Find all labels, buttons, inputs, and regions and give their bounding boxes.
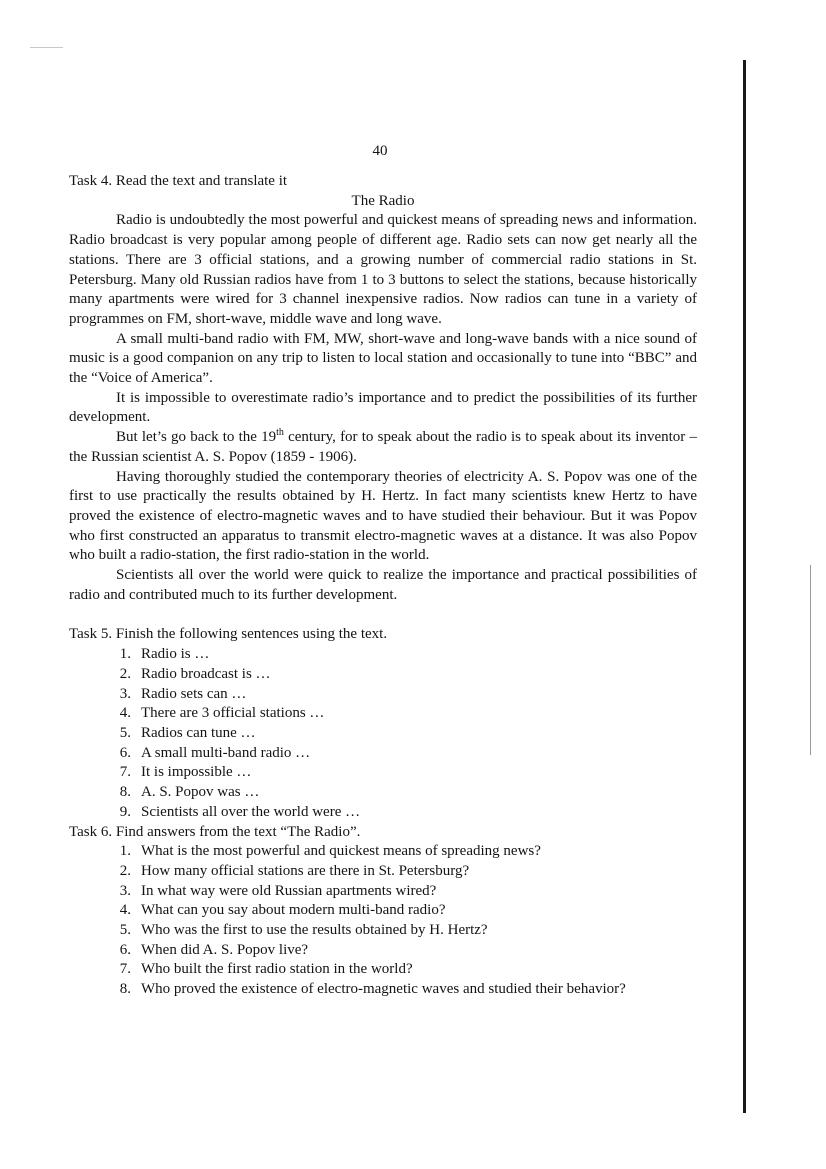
item-text: Radios can tune …: [141, 724, 256, 741]
item-text: Who proved the existence of electro-magnetic waves and studied their behavior?: [141, 981, 626, 998]
list-item: [69, 763, 697, 783]
item-number: 6.: [119, 941, 131, 958]
list-item: [69, 645, 697, 665]
scan-edge-line: [743, 60, 746, 1113]
item-text: Radio sets can …: [141, 685, 247, 702]
item-text: Who built the first radio station in the world?: [141, 961, 413, 978]
item-number: 3.: [119, 685, 131, 702]
article-title: The Radio: [351, 192, 415, 209]
list-item: [69, 980, 697, 1000]
paragraph: Having thoroughly studied the contemporary theories of electricity A. S. Popov was one of the first to use practically the results obtained by H. Hertz. In fact many scientists knew Hertz to have proved the existence of electro-magnetic waves and to have studied their behaviour. But it was Popov who first constructed an apparatus to transmit electro-magnetic waves at a distance. It was also Popov who built a radio-station, the first radio-station in the world.: [69, 468, 697, 564]
page-number: 40: [372, 143, 388, 159]
paragraph: Radio is undoubtedly the most powerful and quickest means of spreading news and information. Radio broadcast is very popular among people of different age. Radio sets can now get nearly all the stations. There are 3 official stations, and a growing number of commercial radio stations in St. Petersburg. Many old Russian radios have from 1 to 3 buttons to select the stations, because historically many apartments were wired for 3 channel inexpensive radios. Now radios can tune in a variety of programmes on FM, short-wave, middle wave and long wave.: [69, 212, 697, 327]
item-number: 6.: [119, 744, 131, 761]
item-text: It is impossible …: [141, 764, 252, 781]
list-item: [69, 685, 697, 705]
task5-list: [69, 645, 697, 822]
item-number: 9.: [119, 803, 131, 820]
item-text: There are 3 official stations …: [141, 705, 325, 722]
list-item: [69, 704, 697, 724]
item-text: In what way were old Russian apartments wired?: [141, 882, 437, 899]
item-text: What can you say about modern multi-band radio?: [141, 902, 446, 919]
item-number: 2.: [119, 862, 131, 879]
page-content: [69, 172, 697, 1000]
paragraph-text: century, for to speak about the radio is to speak about its inventor – the Russian scientist A. S. Popov (1859 - 1906).: [69, 429, 697, 465]
item-number: 2.: [119, 665, 131, 682]
paragraph: A small multi-band radio with FM, MW, short-wave and long-wave bands with a nice sound of music is a good companion on any trip to listen to local station and occasionally to tune into “BBC” and the “Voice of America”.: [69, 330, 697, 387]
item-text: How many official stations are there in St. Petersburg?: [141, 862, 470, 879]
item-text: A small multi-band radio …: [141, 744, 311, 761]
paragraph: Scientists all over the world were quick to realize the importance and practical possibilities of radio and contributed much to its further development.: [69, 567, 697, 603]
paragraph: It is impossible to overestimate radio’s importance and to predict the possibilities of its further development.: [69, 389, 697, 426]
item-number: 7.: [119, 961, 131, 978]
list-item: [69, 960, 697, 980]
item-text: Who was the first to use the results obtained by H. Hertz?: [141, 922, 488, 939]
item-text: What is the most powerful and quickest means of spreading news?: [141, 843, 541, 860]
item-number: 3.: [119, 882, 131, 899]
paragraph-text: But let’s go back to the 19: [116, 429, 277, 446]
item-number: 1.: [119, 843, 131, 860]
item-number: 7.: [119, 764, 131, 781]
item-number: 1.: [119, 646, 131, 663]
item-number: 8.: [119, 981, 131, 998]
ordinal-suffix: th: [276, 427, 284, 439]
item-number: 4.: [119, 902, 131, 919]
item-number: 5.: [119, 922, 131, 939]
list-item: [69, 941, 697, 961]
item-number: 8.: [119, 784, 131, 801]
item-text: Scientists all over the world were …: [141, 803, 361, 820]
task6-list: [69, 842, 697, 1000]
task4-heading: Task 4. Read the text and translate it: [69, 173, 288, 189]
paragraph: [69, 428, 697, 467]
list-item: [69, 901, 697, 921]
list-item: [69, 665, 697, 685]
item-text: Radio broadcast is …: [141, 665, 271, 682]
list-item: [69, 744, 697, 764]
item-text: Radio is …: [141, 646, 210, 663]
item-text: When did A. S. Popov live?: [141, 941, 309, 958]
item-number: 5.: [119, 724, 131, 741]
list-item: [69, 921, 697, 941]
list-item: [69, 862, 697, 882]
list-item: [69, 724, 697, 744]
list-item: [69, 842, 697, 862]
scan-edge-line-faint: [810, 565, 811, 755]
task5-heading: Task 5. Finish the following sentences using the text.: [69, 626, 388, 643]
item-number: 4.: [119, 705, 131, 722]
list-item: [69, 803, 697, 823]
list-item: [69, 882, 697, 902]
list-item: [69, 783, 697, 803]
item-text: A. S. Popov was …: [141, 784, 260, 801]
scan-mark: [30, 47, 63, 48]
task6-heading: Task 6. Find answers from the text “The Radio”.: [69, 823, 361, 840]
spacer: [69, 605, 697, 625]
